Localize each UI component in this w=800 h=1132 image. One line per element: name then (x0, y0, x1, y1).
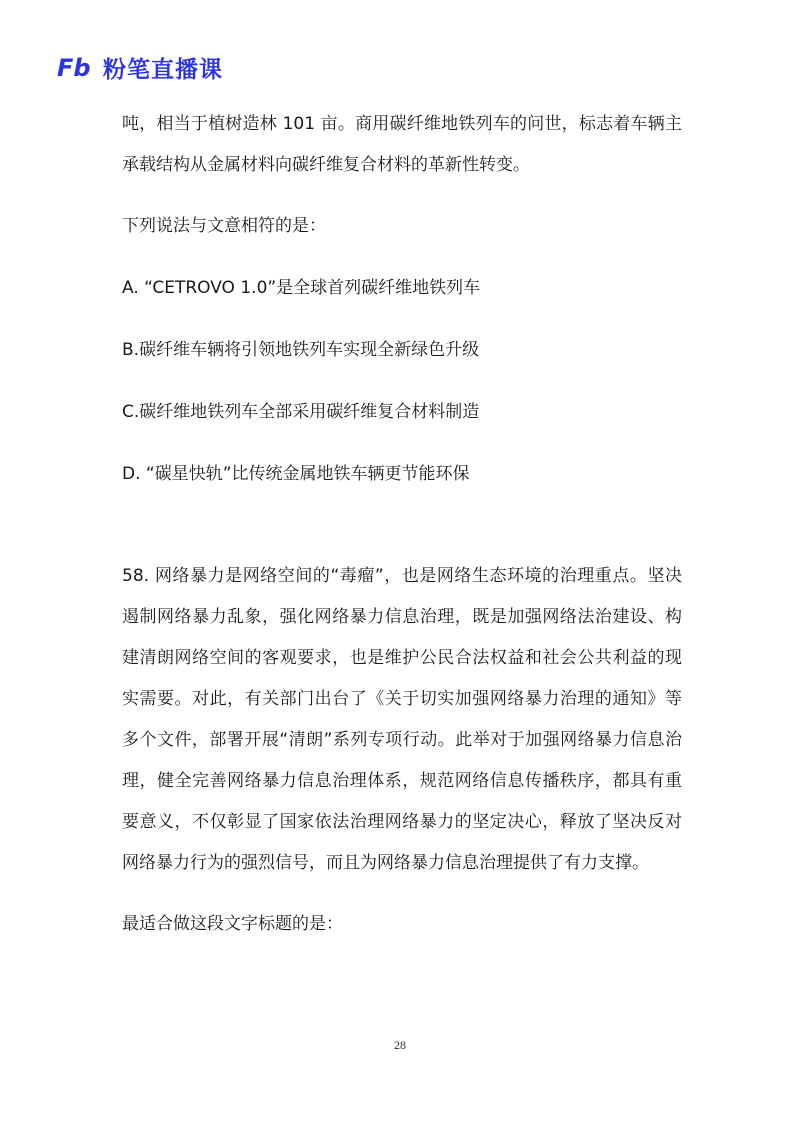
header (57, 50, 223, 84)
document-body (122, 104, 682, 945)
q57-option-b: B.碳纤维车辆将引领地铁列车实现全新绿色升级 (122, 340, 480, 360)
q57-prompt: 下列说法与文意相符的是： (122, 216, 326, 236)
fenbi-logo-icon (57, 54, 97, 80)
page-number: 28 (394, 1038, 406, 1052)
q58-prompt: 最适合做这段文字标题的是： (122, 914, 343, 934)
q57-passage-end: 吨，相当于植树造林 101 亩。商用碳纤维地铁列车的问世，标志着车辆主承载结构从金属材料向碳纤维复合材料的革新性转变。 (122, 114, 682, 175)
q58-passage: 58. 网络暴力是网络空间的“毒瘤”，也是网络生态环境的治理重点。坚决遏制网络暴力乱象，强化网络暴力信息治理，既是加强网络法治建设、构建清朗网络空间的客观要求，也是维护公民合法权益和社会公共利益的现实需要。对此，有关部门出台了《关于切实加强网络暴力治理的通知》等多个文件，部署开展“清朗”系列专项行动。此举对于加强网络暴力信息治理，健全完善网络暴力信息治理体系，规范网络信息传播秩序，都具有重要意义，不仅彰显了国家依法治理网络暴力的坚定决心，释放了坚决反对网络暴力行为的强烈信号，而且为网络暴力信息治理提供了有力支撑。 (122, 566, 682, 873)
q57-option-a: A. “CETROVO 1.0”是全球首列碳纤维地铁列车 (122, 278, 481, 298)
q57-option-c: C.碳纤维地铁列车全部采用碳纤维复合材料制造 (122, 402, 480, 422)
logo-text: Fb (57, 54, 91, 80)
brand-name: 粉笔直播课 (103, 56, 223, 83)
q57-option-d: D. “碳星快轨”比传统金属地铁车辆更节能环保 (122, 464, 470, 484)
